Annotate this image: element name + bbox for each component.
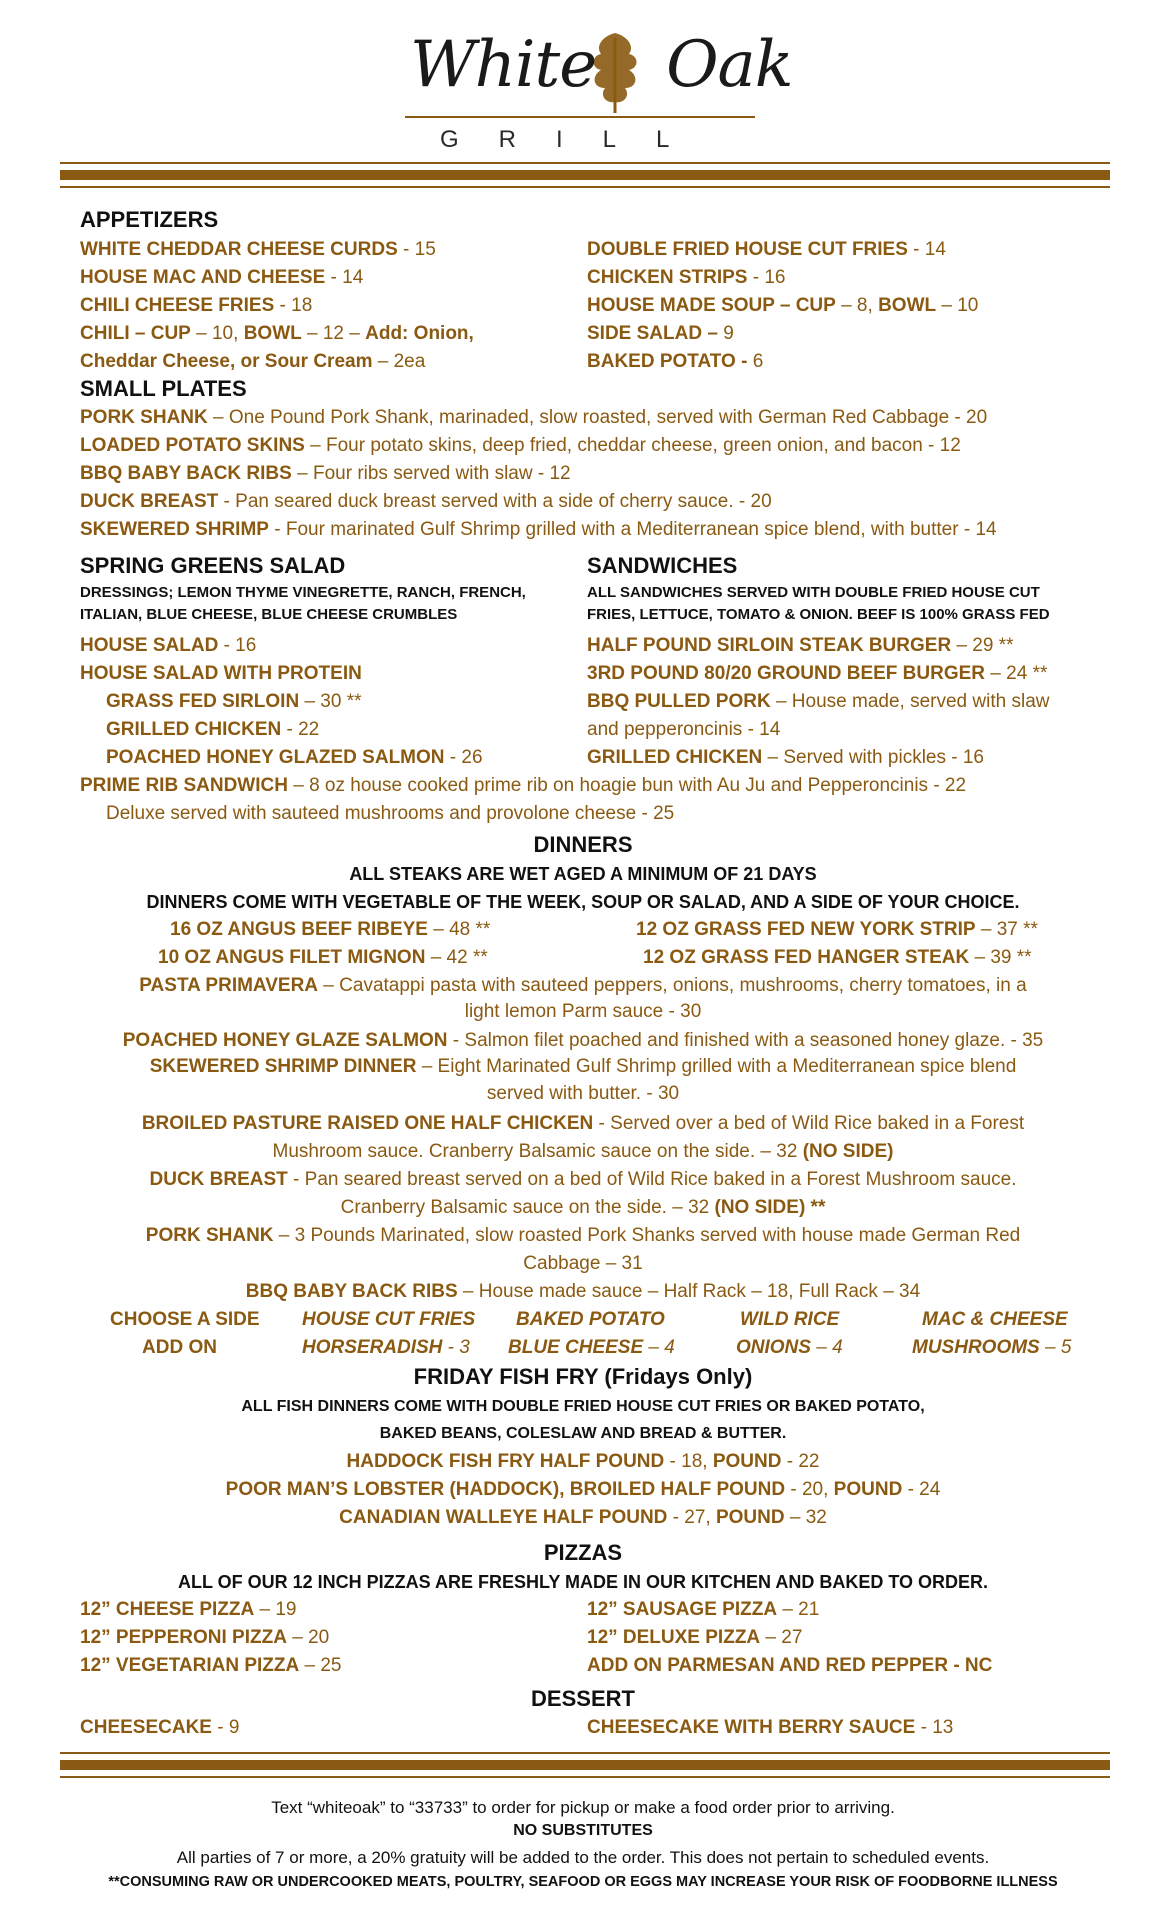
salad-item: HOUSE SALAD - 16 bbox=[80, 635, 257, 656]
fish-item: POOR MAN’S LOBSTER (HADDOCK), BROILED HALF POUND - 20, POUND - 24 bbox=[225, 1479, 941, 1500]
pizza-addon: ADD ON PARMESAN AND RED PEPPER - NC bbox=[587, 1655, 993, 1676]
steak-item: 10 OZ ANGUS FILET MIGNON – 42 ** bbox=[158, 947, 488, 968]
fish-fry-note: BAKED BEANS, COLESLAW AND BREAD & BUTTER. bbox=[379, 1425, 787, 1442]
sandwich-item: 3RD POUND 80/20 GROUND BEEF BURGER – 24 ** bbox=[587, 663, 1048, 684]
sandwiches-note: FRIES, LETTUCE, TOMATO & ONION. BEEF IS 100% GRASS FED bbox=[587, 606, 1050, 623]
add-on-option: HORSERADISH - 3 bbox=[302, 1337, 470, 1358]
dinners-heading: DINNERS bbox=[533, 832, 633, 857]
bottom-rule-thin-2 bbox=[60, 1776, 1110, 1778]
appetizer-item: DOUBLE FRIED HOUSE CUT FRIES - 14 bbox=[587, 239, 946, 260]
prime-rib-sandwich: PRIME RIB SANDWICH – 8 oz house cooked prime rib on hoagie bun with Au Ju and Pepperoncinis - 22 bbox=[80, 775, 967, 796]
steak-item: 12 OZ GRASS FED HANGER STEAK – 39 ** bbox=[643, 947, 1032, 968]
small-plate-item: SKEWERED SHRIMP - Four marinated Gulf Shrimp grilled with a Mediterranean spice blend, with butter - 14 bbox=[80, 519, 997, 540]
dinner-shrimp: SKEWERED SHRIMP DINNER – Eight Marinated Gulf Shrimp grilled with a Mediterranean spice blend bbox=[149, 1056, 1017, 1077]
salad-protein-item: GRILLED CHICKEN - 22 bbox=[106, 719, 320, 740]
appetizer-chili-addons: Cheddar Cheese, or Sour Cream – 2ea bbox=[80, 351, 426, 372]
fish-fry-note: ALL FISH DINNERS COME WITH DOUBLE FRIED HOUSE CUT FRIES OR BAKED POTATO, bbox=[241, 1398, 925, 1415]
appetizer-item: CHILI CHEESE FRIES - 18 bbox=[80, 295, 313, 316]
salad-protein-item: POACHED HONEY GLAZED SALMON - 26 bbox=[106, 747, 483, 768]
logo bbox=[400, 18, 793, 158]
side-option: BAKED POTATO bbox=[516, 1309, 665, 1330]
steak-item: 16 OZ ANGUS BEEF RIBEYE – 48 ** bbox=[170, 919, 491, 940]
pizza-item: 12” SAUSAGE PIZZA – 21 bbox=[587, 1599, 820, 1620]
appetizer-baked-potato: BAKED POTATO - 6 bbox=[587, 351, 764, 372]
logo-word-oak: Oak bbox=[666, 28, 793, 102]
pizzas-heading: PIZZAS bbox=[543, 1540, 623, 1565]
sandwiches-heading: SANDWICHES bbox=[587, 553, 738, 578]
footer-no-substitutes: NO SUBSTITUTES bbox=[513, 1822, 653, 1839]
salad-dressings: DRESSINGS; LEMON THYME VINEGRETTE, RANCH, FRENCH, bbox=[80, 584, 526, 601]
steak-item: 12 OZ GRASS FED NEW YORK STRIP – 37 ** bbox=[636, 919, 1038, 940]
pizzas-note: ALL OF OUR 12 INCH PIZZAS ARE FRESHLY MADE IN OUR KITCHEN AND BAKED TO ORDER. bbox=[177, 1572, 989, 1592]
dinners-note: ALL STEAKS ARE WET AGED A MINIMUM OF 21 DAYS bbox=[349, 864, 817, 884]
sandwiches-note: ALL SANDWICHES SERVED WITH DOUBLE FRIED HOUSE CUT bbox=[587, 584, 1040, 601]
logo-wordmark bbox=[410, 28, 792, 102]
logo-word-white: White bbox=[410, 28, 597, 102]
dessert-item: CHEESECAKE WITH BERRY SAUCE - 13 bbox=[587, 1717, 954, 1738]
footer-consumer-warning: **CONSUMING RAW OR UNDERCOOKED MEATS, POULTRY, SEAFOOD OR EGGS MAY INCREASE YOUR RISK OF FOODBORNE ILLNESS bbox=[108, 1874, 1058, 1890]
sandwich-item: BBQ PULLED PORK – House made, served with slaw bbox=[587, 691, 1050, 712]
appetizer-side-salad: SIDE SALAD – 9 bbox=[587, 323, 734, 344]
side-option: WILD RICE bbox=[740, 1309, 840, 1330]
side-option: MAC & CHEESE bbox=[922, 1309, 1068, 1330]
dessert-item: CHEESECAKE - 9 bbox=[80, 1717, 240, 1738]
dinner-chicken: BROILED PASTURE RAISED ONE HALF CHICKEN - Served over a bed of Wild Rice baked in a Forest bbox=[141, 1113, 1025, 1134]
small-plate-item: LOADED POTATO SKINS – Four potato skins, deep fried, cheddar cheese, green onion, and bacon - 12 bbox=[80, 435, 961, 456]
dinner-shrimp-cont: served with butter. - 30 bbox=[486, 1083, 680, 1104]
salad-protein-label: HOUSE SALAD WITH PROTEIN bbox=[80, 663, 362, 684]
dinner-salmon: POACHED HONEY GLAZE SALMON - Salmon filet poached and finished with a seasoned honey glaze. - 35 bbox=[122, 1030, 1044, 1051]
salad-protein-item: GRASS FED SIRLOIN – 30 ** bbox=[106, 691, 362, 712]
dinner-duck: DUCK BREAST - Pan seared breast served on a bed of Wild Rice baked in a Forest Mushroom sauce. bbox=[149, 1169, 1017, 1190]
add-on-label: ADD ON bbox=[142, 1337, 217, 1358]
add-on-option: BLUE CHEESE – 4 bbox=[508, 1337, 675, 1358]
logo-divider bbox=[405, 116, 755, 118]
bottom-rule-thin-1 bbox=[60, 1752, 1110, 1754]
dinner-ribs: BBQ BABY BACK RIBS – House made sauce – Half Rack – 18, Full Rack – 34 bbox=[245, 1281, 921, 1302]
bottom-rule-thick bbox=[60, 1760, 1110, 1770]
fish-fry-heading: FRIDAY FISH FRY (Fridays Only) bbox=[413, 1364, 753, 1389]
top-rule-thin-2 bbox=[60, 186, 1110, 188]
prime-rib-deluxe: Deluxe served with sauteed mushrooms and provolone cheese - 25 bbox=[106, 803, 675, 824]
appetizer-item: HOUSE MAC AND CHEESE - 14 bbox=[80, 267, 364, 288]
fish-item: CANADIAN WALLEYE HALF POUND - 27, POUND – 32 bbox=[339, 1507, 827, 1528]
small-plate-item: PORK SHANK – One Pound Pork Shank, marinaded, slow roasted, served with German Red Cabbage - 20 bbox=[80, 407, 988, 428]
appetizer-chili: CHILI – CUP – 10, BOWL – 12 – Add: Onion, bbox=[80, 323, 474, 344]
salad-heading: SPRING GREENS SALAD bbox=[80, 553, 346, 578]
footer-order-text: Text “whiteoak” to “33733” to order for pickup or make a food order prior to arriving. bbox=[271, 1798, 895, 1817]
add-on-option: MUSHROOMS – 5 bbox=[912, 1337, 1072, 1358]
top-rule-thin-1 bbox=[60, 162, 1110, 164]
appetizer-item: CHICKEN STRIPS - 16 bbox=[587, 267, 786, 288]
salad-dressings: ITALIAN, BLUE CHEESE, BLUE CHEESE CRUMBLES bbox=[80, 606, 458, 623]
sandwich-item: GRILLED CHICKEN – Served with pickles - 16 bbox=[587, 747, 984, 768]
dinner-pasta: PASTA PRIMAVERA – Cavatappi pasta with sauteed peppers, onions, mushrooms, cherry tomatoes, in a bbox=[139, 975, 1027, 996]
dinner-pork-cont: Cabbage – 31 bbox=[523, 1253, 643, 1274]
side-option: HOUSE CUT FRIES bbox=[302, 1309, 476, 1330]
footer-gratuity: All parties of 7 or more, a 20% gratuity will be added to the order. This does not pertain to scheduled events. bbox=[176, 1848, 990, 1867]
fish-item: HADDOCK FISH FRY HALF POUND - 18, POUND - 22 bbox=[346, 1451, 820, 1472]
choose-side-label: CHOOSE A SIDE bbox=[110, 1309, 260, 1330]
appetizer-item: WHITE CHEDDAR CHEESE CURDS - 15 bbox=[80, 239, 436, 260]
appetizer-soup: HOUSE MADE SOUP – CUP – 8, BOWL – 10 bbox=[587, 295, 979, 316]
dinner-duck-cont: Cranberry Balsamic sauce on the side. – 32 (NO SIDE) ** bbox=[340, 1197, 826, 1218]
dinners-note: DINNERS COME WITH VEGETABLE OF THE WEEK, SOUP OR SALAD, AND A SIDE OF YOUR CHOICE. bbox=[146, 892, 1020, 912]
small-plate-item: BBQ BABY BACK RIBS – Four ribs served with slaw - 12 bbox=[80, 463, 571, 484]
pizza-item: 12” DELUXE PIZZA – 27 bbox=[587, 1627, 803, 1648]
logo-subtitle: GRILL bbox=[440, 126, 710, 153]
add-on-option: ONIONS – 4 bbox=[736, 1337, 843, 1358]
top-rule-thick bbox=[60, 170, 1110, 180]
dinner-chicken-cont: Mushroom sauce. Cranberry Balsamic sauce on the side. – 32 (NO SIDE) bbox=[272, 1141, 894, 1162]
dessert-heading: DESSERT bbox=[531, 1686, 635, 1711]
sandwich-item-cont: and pepperoncinis - 14 bbox=[587, 719, 781, 740]
pizza-item: 12” CHEESE PIZZA – 19 bbox=[80, 1599, 297, 1620]
small-plates-heading: SMALL PLATES bbox=[80, 376, 247, 401]
dinner-pasta-cont: light lemon Parm sauce - 30 bbox=[464, 1001, 702, 1022]
dinner-pork: PORK SHANK – 3 Pounds Marinated, slow roasted Pork Shanks served with house made German Red bbox=[145, 1225, 1021, 1246]
sandwich-item: HALF POUND SIRLOIN STEAK BURGER – 29 ** bbox=[587, 635, 1014, 656]
appetizers-heading: APPETIZERS bbox=[80, 207, 219, 232]
pizza-item: 12” VEGETARIAN PIZZA – 25 bbox=[80, 1655, 342, 1676]
small-plate-item: DUCK BREAST - Pan seared duck breast served with a side of cherry sauce. - 20 bbox=[80, 491, 772, 512]
pizza-item: 12” PEPPERONI PIZZA – 20 bbox=[80, 1627, 330, 1648]
